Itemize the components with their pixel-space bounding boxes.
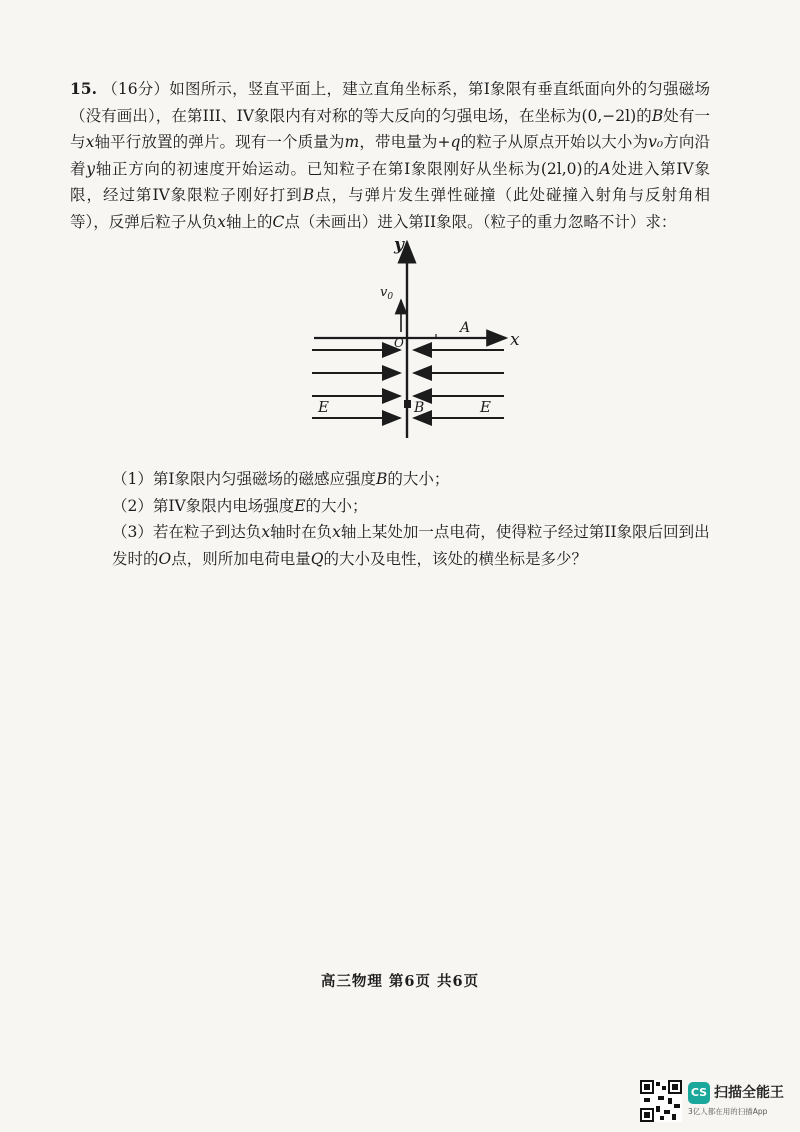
sub-questions: [112, 466, 712, 572]
question-2: [112, 493, 712, 520]
text-seg: 处有一与: [70, 106, 710, 151]
text-seg: 的: [636, 106, 652, 125]
text-seg: 轴正方向的初速度开始运动。已知粒子在第Ⅰ象限刚好从坐标为: [95, 159, 541, 178]
question-number: （2）: [112, 496, 153, 515]
var-x: x: [332, 523, 341, 541]
point-a-label: A: [460, 320, 471, 336]
var-b: B: [376, 470, 388, 488]
y-label: y: [394, 235, 404, 255]
text-seg: ，带电量为: [359, 133, 438, 151]
e-right-label: E: [480, 398, 491, 416]
var-m: m: [344, 133, 360, 151]
scanner-tagline: 3亿人都在用的扫描App: [688, 1107, 768, 1116]
text-seg: 处进入第IV象限，经过第IV象限粒子刚好打到: [70, 159, 710, 204]
var-q: Q: [310, 549, 324, 568]
var-x: x: [217, 212, 227, 231]
var-a: A: [599, 159, 611, 178]
origin-label: O: [394, 336, 404, 350]
question-1: [112, 466, 712, 493]
text-seg: 第Ⅰ象限内匀强磁场的磁感应强度: [152, 470, 376, 488]
problem-number: 15.: [70, 79, 97, 98]
e-left-label: E: [318, 398, 329, 416]
text-seg: 点，则所加电荷电量: [171, 549, 311, 568]
text-seg: 的大小及电性，该处的横坐标是多少？: [323, 549, 587, 568]
var-c: C: [272, 212, 285, 231]
var-e: E: [294, 496, 306, 515]
var-b: B: [302, 186, 315, 204]
text-seg: 点（未画出）进入第II象限。（粒子的重力忽略不计）求：: [284, 212, 677, 231]
question-number: （1）: [112, 470, 153, 488]
text-seg: 的大小；: [305, 496, 368, 515]
spring-plate: [404, 400, 411, 408]
field-diagram: [300, 228, 540, 448]
question-number: （3）: [112, 523, 153, 541]
text-seg: 轴平行放置的弹片。现有一个质量为: [94, 133, 345, 151]
var-v0: v₀: [648, 133, 664, 151]
point-b-label: B: [414, 400, 425, 416]
var-b: B: [651, 106, 664, 125]
text-seg: 的大小；: [387, 470, 450, 488]
text-seg: 轴上某处加一点电荷，使得粒子经过第II象限后回到出发时的: [112, 523, 710, 568]
text-seg: 轴上的: [226, 212, 273, 231]
problem-text: [70, 76, 710, 235]
text-seg: 点，与弹片发生弹性碰撞（此处碰撞入射角与反射角相等），反弹后粒子从负: [70, 186, 710, 231]
var-x: x: [261, 523, 271, 541]
v-label: $v_0$: [380, 285, 394, 302]
qr-code-icon: [640, 1080, 682, 1122]
question-3: [112, 519, 712, 572]
var-q: +q: [437, 133, 461, 151]
scanner-brand: 扫描全能王: [714, 1085, 784, 1101]
coord-b: (0,−2l): [581, 106, 637, 125]
problem-15: [70, 76, 710, 235]
text-seg: 的: [582, 159, 600, 178]
text-seg: 第IV象限内电场强度: [152, 496, 295, 515]
text-seg: 的粒子从原点开始以大小为: [460, 133, 649, 151]
var-o: O: [158, 549, 172, 568]
coord-a: (2l,0): [540, 159, 583, 178]
text-seg: 若在粒子到达负: [152, 523, 262, 541]
text-seg: 方向沿着: [70, 133, 710, 178]
page-footer: 高三物理 第6页 共6页: [320, 973, 480, 990]
problem-score: （16分）: [102, 80, 170, 98]
var-x: x: [85, 133, 95, 151]
var-y: y: [86, 159, 95, 178]
camscanner-logo-icon: CS: [688, 1082, 710, 1104]
text-seg: 如图所示，竖直平面上，建立直角坐标系，第Ⅰ象限有垂直纸面向外的匀强磁场（没有画出），在第III、IV象限内有对称的等大反向的匀强电场，在坐标为: [70, 80, 710, 125]
x-label: x: [510, 330, 520, 350]
text-seg: 轴时在负: [270, 523, 333, 541]
